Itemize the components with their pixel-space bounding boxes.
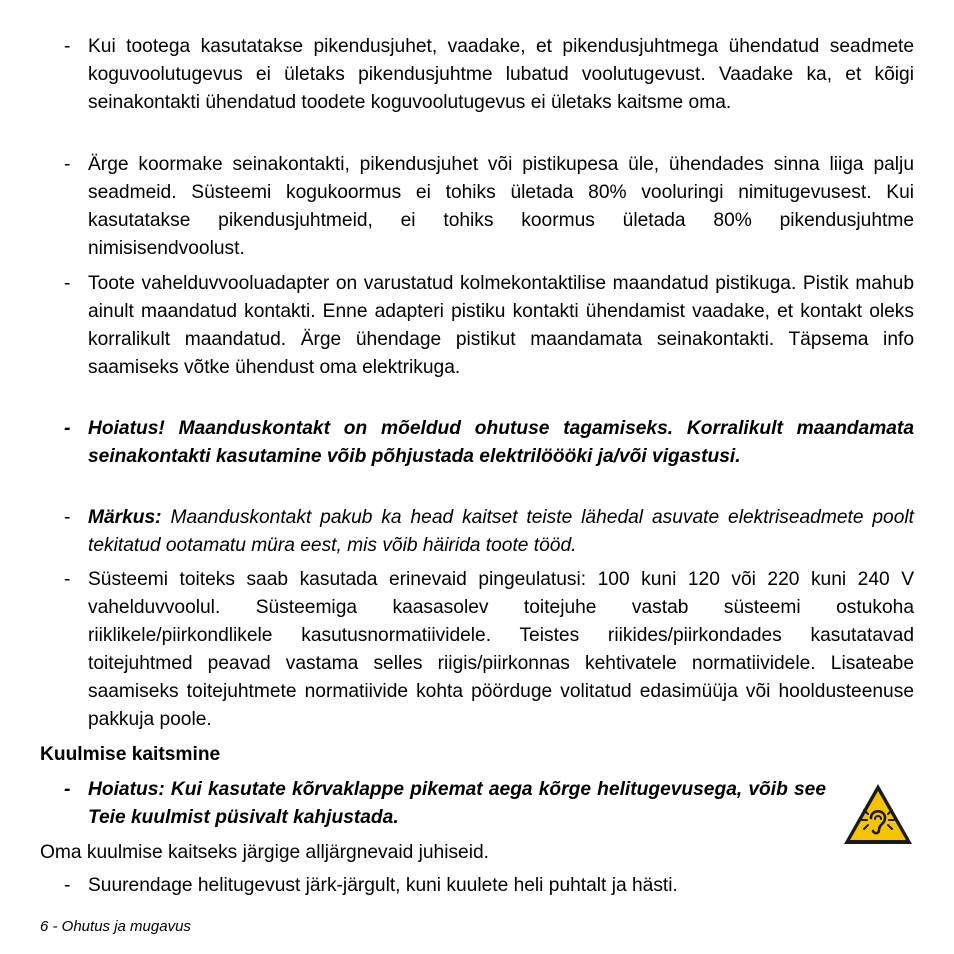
warning-text: Hoiatus! Maanduskontakt on mõeldud ohutuse tagamiseks. Korralikult maandamata seinakontakti kasutamine võib põhjustada elektrilöööki ja/või vigastusi. xyxy=(88,418,914,467)
page-footer: 6 - Ohutus ja mugavus xyxy=(40,918,191,935)
bullet-note xyxy=(64,504,914,560)
intro-paragraph: Oma kuulmise kaitseks järgige alljärgnevaid juhiseid. xyxy=(40,842,489,863)
bullet-grounded-plug xyxy=(64,270,914,382)
bullet-text: Suurendage helitugevust järk-järgult, kuni kuulete heli puhtalt ja hästi. xyxy=(88,875,678,896)
bullet-volume xyxy=(64,872,914,900)
bullet-text: Toote vahelduvvooluadapter on varustatud kolmekontaktilise maandatud pistikuga. Pistik mahub ainult maandatud kontakti. Enne adapteri pistiku kontakti ühendamist vaadake, et kontakt oleks korralikult maandatud. Ärge ühendage pistikut maandamata seinakontakti. Täpsema info saamiseks võtke ühendust oma elektrikuga. xyxy=(88,273,914,378)
bullet-text: Süsteemi toiteks saab kasutada erinevaid pingeulatusi: 100 kuni 120 või 220 kuni 240 V vahelduvvoolul. Süsteemiga kaasasolev toitejuhe vastab süsteemi ostukoha riiklikele/piirkondlikele kasutusnormatiividele. Teistes riikides/piirkondades kasutatavad toitejuhtmed peavad vastama selles riigis/piirkonnas kehtivatele normatiividele. Lisateabe saamiseks toitejuhtmete normatiivide kohta pöörduge volitatud edasimüüja või hooldusteenuse pakkuja poole. xyxy=(88,569,914,730)
bullet-dash: - xyxy=(64,779,71,800)
bullet-dash: - xyxy=(64,875,71,896)
bullet-text: Kui tootega kasutatakse pikendusjuhet, vaadake, et pikendusjuhtmega ühendatud seadmete koguvoolutugevus ei ületaks pikendusjuhtme lubatud voolutugevust. Vaadake ka, et kõigi seinakontakti ühendatud toodete koguvoolutugevus ei ületaks kaitsme oma. xyxy=(88,36,914,113)
hearing-warning xyxy=(64,776,826,832)
bullet-dash: - xyxy=(64,36,71,57)
bullet-dash: - xyxy=(64,418,71,439)
hearing-damage-warning-icon xyxy=(842,782,914,846)
bullet-voltage xyxy=(64,566,914,734)
bullet-dash: - xyxy=(64,569,71,590)
note-text: Maanduskontakt pakub ka head kaitset teiste lähedal asuvate elektriseadmete poolt tekitatud ootamatu müra eest, mis võib häirida toote tööd. xyxy=(88,507,914,556)
warning-text: Hoiatus: Kui kasutate kõrvaklappe pikemat aega kõrge helitugevusega, võib see Teie kuulmist püsivalt kahjustada. xyxy=(88,779,826,828)
section-heading: Kuulmise kaitsmine xyxy=(40,744,221,765)
bullet-grounding-warning xyxy=(64,415,914,471)
bullet-text: Ärge koormake seinakontakti, pikendusjuhet või pistikupesa üle, ühendades sinna liiga palju seadmeid. Süsteemi kogukoormus ei tohiks ületada 80% vooluringi nimitugevusest. Kui kasutatakse pikendusjuhtmeid, ei tohiks koormus ületada 80% pikendusjuhtme nimisisendvoolust. xyxy=(88,154,914,259)
bullet-dash: - xyxy=(64,507,71,528)
bullet-dash: - xyxy=(64,154,71,175)
bullet-extension-cord xyxy=(64,33,914,117)
bullet-dash: - xyxy=(64,273,71,294)
bullet-overload xyxy=(64,151,914,263)
note-label: Märkus: xyxy=(88,507,162,528)
